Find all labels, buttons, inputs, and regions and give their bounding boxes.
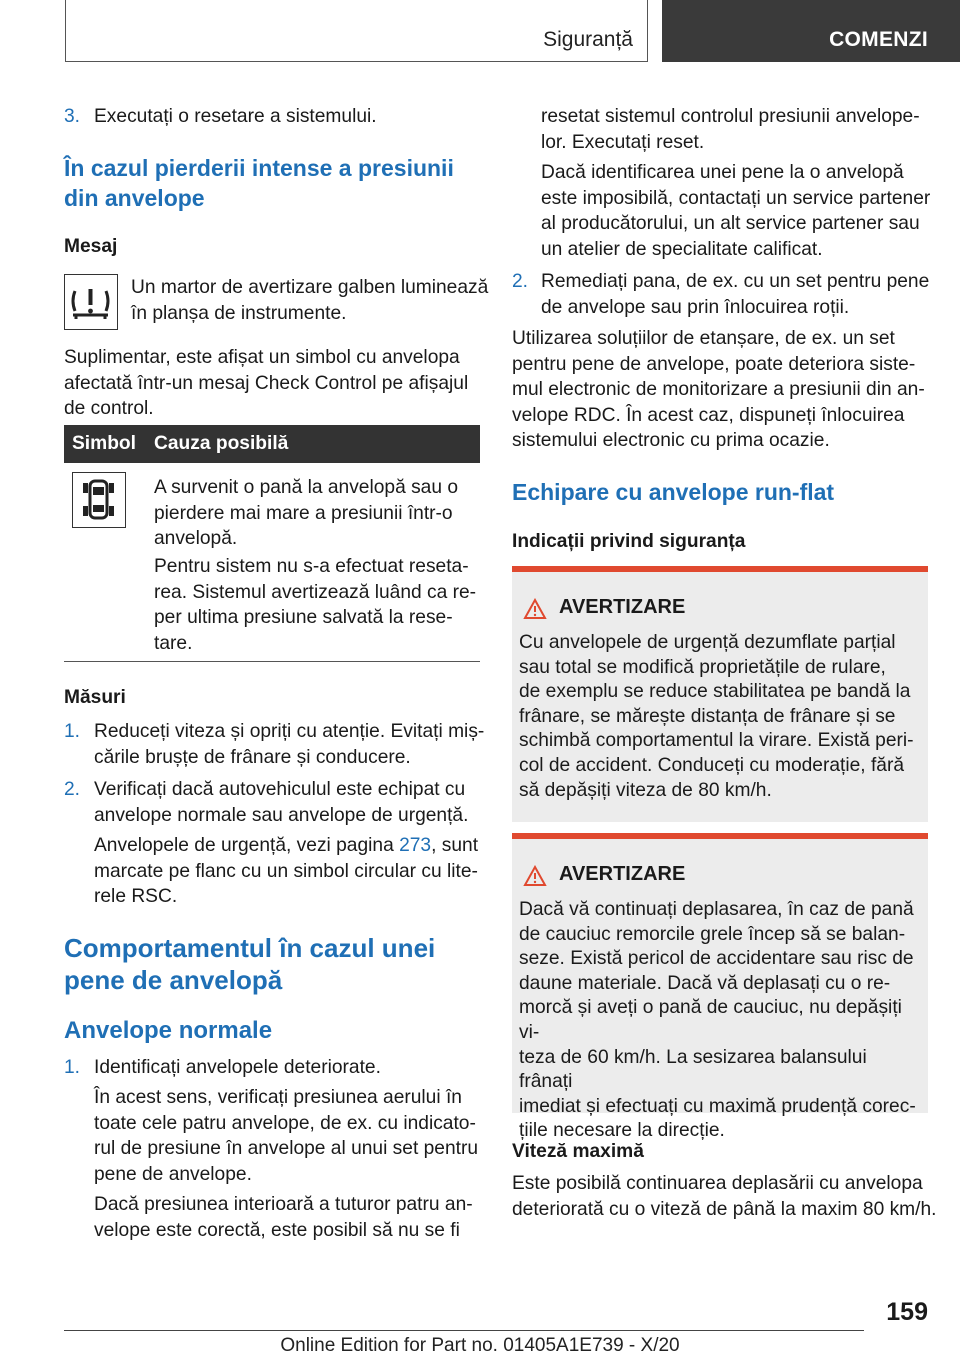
step-number: 2. [64, 779, 81, 800]
safety-label: Indicații privind siguranța [512, 531, 746, 552]
step-text: Identificați anvelopele deteriorate. [94, 1057, 381, 1078]
warning-title: AVERTIZARE [559, 596, 686, 618]
mesaj-text: Un martor de avertizare galben luminează în planșa de instrumente. [131, 277, 489, 324]
page-number: 159 [886, 1298, 928, 1326]
step-text: Remediați pana, de ex. cu un set pentru pene de anvelope sau prin înlocuirea roții. [541, 271, 930, 318]
footer-edition: Online Edition for Part no. 01405A1E739 - X/20 [280, 1335, 680, 1356]
supplementary-text: Suplimentar, este afișat un simbol cu anvelopa afectată într-un mesaj Check Control pe afișajul de control. [64, 347, 469, 419]
heading-normal-tires: Anvelope normale [64, 1017, 273, 1044]
warning-triangle-icon [523, 598, 547, 620]
warning-title: AVERTIZARE [559, 863, 686, 885]
table-col-cause: Cauza posibilă [154, 433, 289, 454]
step-text: Executați o resetare a sistemului. [94, 106, 377, 127]
sealant-text: Utilizarea soluțiilor de etanșare, de ex. un set pentru pene de anvelope, poate deteriora siste- mul electronic de monitorizare a presiunii din an- velope RDC. În acest caz, dispuneți înlocuirea sistemului electronic cu prima ocazie. [512, 328, 925, 451]
masuri-label: Măsuri [64, 687, 126, 708]
mesaj-label: Mesaj [64, 236, 118, 257]
footer-divider [64, 1330, 864, 1331]
warning-panel [512, 833, 928, 1142]
continuation-text: resetat sistemul controlul presiunii anvelope- lor. Executați reset. [541, 106, 920, 153]
cause-paragraph-1: A survenit o pană la anvelopă sau o pierdere mai mare a presiunii într-o anvelopă. [154, 477, 459, 549]
tire-pressure-warning-icon [64, 274, 118, 330]
heading-flat-tire-behavior: Comportamentul în cazul unei pene de anvelopă [64, 933, 436, 995]
heading-pressure-loss: În cazul pierderii intense a presiunii din anvelope [64, 155, 454, 211]
page-link[interactable]: 273 [399, 835, 432, 856]
max-speed-text: Este posibilă continuarea deplasării cu anvelopa deteriorată cu o viteză de până la maxim 80 km/h. [512, 1173, 937, 1220]
step-number: 2. [512, 271, 529, 292]
warning-triangle-icon [523, 865, 547, 887]
step-text: Verificați dacă autovehiculul este echipat cu anvelope normale sau anvelope de urgență. [94, 779, 469, 826]
cause-paragraph-2: Pentru sistem nu s-a efectuat reseta- rea. Sistemul avertizează luând ca re- per ultima presiune salvată la rese- tare. [154, 556, 477, 654]
max-speed-label: Viteză maximă [512, 1141, 644, 1162]
header-section-title: Siguranță [543, 28, 633, 51]
car-tire-symbol-icon [72, 472, 126, 528]
emergency-tires-text: Anvelopele de urgență, vezi pagina 273, sunt marcate pe flanc cu un simbol circular cu lite- rele RSC. [94, 835, 479, 907]
warning-body: Dacă vă continuați deplasarea, în caz de pană de cauciuc remorcile grele încep să se balan- seze. Există pericol de accidentare sau risc de daune materiale. Dacă vă deplasați cu o re- morcă și aveți o pană de cauciuc, nu depășiți vi- teza de 60 km/h. La sesizarea balansului frânați imediat și efectuați cu maximă prudență corec- țiile necesare la direcție. [519, 899, 916, 1142]
header-section-box [65, 0, 648, 62]
pressure-correct-text: Dacă presiunea interioară a tuturor patru an- velope este corectă, este posibil să nu se fi [94, 1194, 473, 1241]
check-pressure-text: În acest sens, verificați presiunea aerului în toate cele patru anvelope, de ex. cu indicato- rul de presiune în anvelope al unui set pentru pene de anvelope. [94, 1087, 479, 1185]
step-number: 1. [64, 1057, 81, 1078]
heading-runflat: Echipare cu anvelope run-flat [512, 479, 835, 505]
step-number: 3. [64, 106, 81, 127]
service-text: Dacă identificarea unei pene la o anvelopă este imposibilă, contactați un service partener al producătorului, un alt service partener sau un atelier de specialitate calificat. [541, 162, 931, 260]
table-divider [64, 661, 480, 662]
step-number: 1. [64, 721, 81, 742]
header-chapter-title: COMENZI [829, 28, 928, 51]
warning-panel [512, 566, 928, 822]
table-header [64, 425, 480, 463]
warning-body: Cu anvelopele de urgență dezumflate parțial sau total se modifică proprietățile de rulare, de exemplu se reduce stabilitatea pe bandă la frânare, se mărește distanța de frânare și se schimbă comportamentul la virare. Există peri- col de accident. Conduceți cu moderație, fără să depășiți viteza de 80 km/h. [519, 632, 914, 801]
header-chapter-box [662, 0, 960, 62]
step-text: Reduceți viteza și opriți cu atenție. Evitați miș- cările brușțe de frânare și conducere. [94, 721, 485, 768]
table-col-symbol: Simbol [72, 433, 136, 454]
